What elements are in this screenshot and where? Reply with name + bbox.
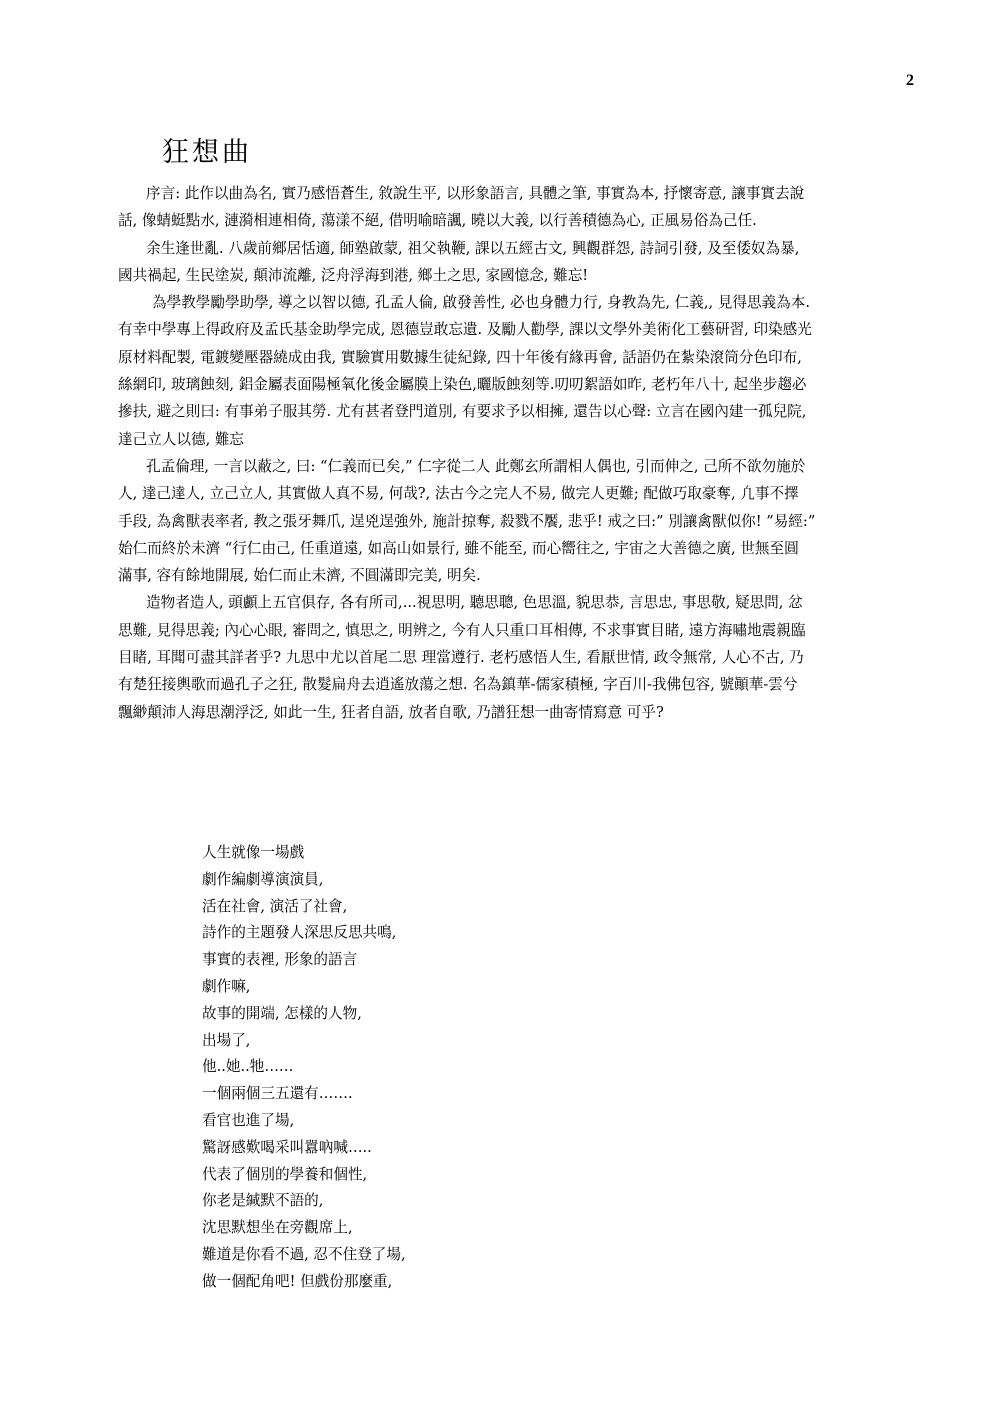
poem-line: 出場了, bbox=[202, 1031, 251, 1049]
poem-line: 看官也進了場, bbox=[202, 1111, 295, 1129]
prose-line: 手段, 為禽獸表率者, 教之張牙舞爪, 逞兇逞強外, 施計掠奪, 殺戮不饜, 悲乎! 戒之曰:” 別讓禽獸似你! ”易經:” bbox=[118, 512, 816, 530]
prose-line: 孔孟倫理, 一言以蔽之, 曰: “仁義而已矣,” 仁字從二人 此鄭玄所謂相人偶也, 引而伸之, 己所不欲勿施於 bbox=[146, 457, 806, 475]
prose-line: 人, 達己達人, 立己立人, 其實做人真不易, 何哉?, 法古今之完人不易, 做完人更難; 配做巧取豪奪, 凢事不擇 bbox=[118, 485, 799, 503]
poem-line: 沈思默想坐在旁觀席上, bbox=[202, 1219, 353, 1237]
poem-line: 劇作嘛, bbox=[202, 977, 251, 995]
prose-line: 余生逢世亂. 八歲前鄉居恬適, 師塾啟蒙, 祖父執鞭, 課以五經古文, 興觀群怨, 詩詞引發, 及至倭奴為暴, bbox=[146, 239, 800, 257]
poem-line: 難道是你看不過, 忍不住登了場, bbox=[202, 1245, 406, 1263]
poem-line: 故事的開端, 怎樣的人物, bbox=[202, 1004, 362, 1022]
prose-line: 飄緲顛沛人海思潮浮泛, 如此一生, 狂者自語, 放者自歌, 乃譜狂想一曲寄情寫意 可乎? bbox=[118, 703, 664, 721]
prose-line: 目睹, 耳聞可盡其詳者乎? 九思中尤以首尾二思 理當遵行. 老朽感悟人生, 看厭世情, 政令無常, 人心不古, 乃 bbox=[118, 649, 804, 667]
document-title: 狂想曲 bbox=[162, 137, 252, 168]
poem-line: 你老是緘默不語的, bbox=[202, 1192, 324, 1210]
poem-line: 做一個配角吧! 但戲份那麼重, bbox=[202, 1272, 393, 1290]
poem-line: 代表了個別的學養和個性, bbox=[202, 1165, 368, 1183]
prose-line: 原材料配製, 電鍍變壓器繞成由我, 實驗實用數據生徒紀錄, 四十年後有緣再會, 話語仍在紮染滾筒分色印布, bbox=[118, 348, 802, 366]
poem-line: 詩作的主題發人深思反思共鳴, bbox=[202, 924, 397, 942]
poem-line: 驚訝感歎喝采叫囂吶喊….. bbox=[202, 1138, 372, 1156]
poem-line: 劇作編劇導演演員, bbox=[202, 870, 324, 888]
prose-line: 為學教學勵學助學, 導之以智以德, 孔孟人倫, 啟發善性, 必也身體力行, 身教為先, 仁義,, 見得思義為本. bbox=[152, 294, 810, 312]
prose-line: 造物者造人, 頭顱上五官俱存, 各有所司,...視思明, 聽思聰, 色思溫, 貌思恭, 言思忠, 事思敬, 疑思問, 忿 bbox=[146, 594, 803, 612]
prose-line: 思難, 見得思義; 內心心眼, 審問之, 慎思之, 明辨之, 今有人只重口耳相傳, 不求事實目睹, 遠方海嘯地震親臨 bbox=[118, 621, 806, 639]
prose-line: 絲網印, 玻璃蝕刻, 鋁金屬表面陽極氧化後金屬膜上染色,曬版蝕刻等.叨叨絮語如昨, 老朽年八十, 起坐步趨必 bbox=[118, 376, 807, 394]
prose-line: 序言: 此作以曲為名, 實乃感悟蒼生, 敘說生平, 以形象語言, 具體之筆, 事實為本, 抒懷寄意, 讓事實去說 bbox=[146, 185, 805, 202]
preface-text bbox=[118, 180, 918, 726]
poem-line: 他..她..牠…… bbox=[202, 1058, 294, 1076]
prose-line: 國共禍起, 生民塗炭, 顛沛流離, 泛舟浮海到港, 鄉土之思, 家國憶念, 難忘! bbox=[118, 266, 589, 284]
prose-line: 摻扶, 避之則曰: 有事弟子服其勞. 尤有甚者登門道別, 有要求予以相擁, 還告以心聲: 立言在國內建一孤兒院, bbox=[118, 403, 807, 421]
prose-line: 話, 像蜻蜓點水, 漣漪相連相倚, 蕩漾不絕, 借明喻暗諷, 曉以大義, 以行善積德為心, 正風易俗為己任. bbox=[118, 212, 757, 230]
poem-body bbox=[202, 840, 802, 1296]
prose-line: 有幸中學專上得政府及孟氏基金助學完成, 恩德豈敢忘遺. 及勵人勸學, 課以文學外美術化工藝研習, 印染感光 bbox=[118, 321, 812, 339]
prose-line: 滿事, 容有餘地開展, 始仁而止未濟, 不圓滿即完美, 明矣. bbox=[118, 567, 481, 585]
poem-line: 活在社會, 演活了社會, bbox=[202, 897, 348, 915]
poem-line: 一個兩個三五還有……. bbox=[202, 1085, 353, 1103]
poem-line: 事實的表裡, 形象的語言 bbox=[202, 951, 358, 969]
prose-line: 始仁而終於未濟 “行仁由己, 任重道遠, 如高山如景行, 雖不能至, 而心嚮往之, 宇宙之大善德之廣, 世無至圓 bbox=[118, 539, 799, 557]
prose-line: 有楚狂接輿歌而過孔子之狂, 散髮扁舟去逍遙放蕩之想. 名為鎮華-儒家積極, 字百川-我佛包容, 號顚華-雲兮 bbox=[118, 676, 798, 694]
poem-line: 人生就像一場戲 bbox=[202, 844, 305, 861]
page-number: 2 bbox=[906, 72, 914, 89]
prose-line: 達己立人以德, 難忘 bbox=[118, 430, 245, 448]
